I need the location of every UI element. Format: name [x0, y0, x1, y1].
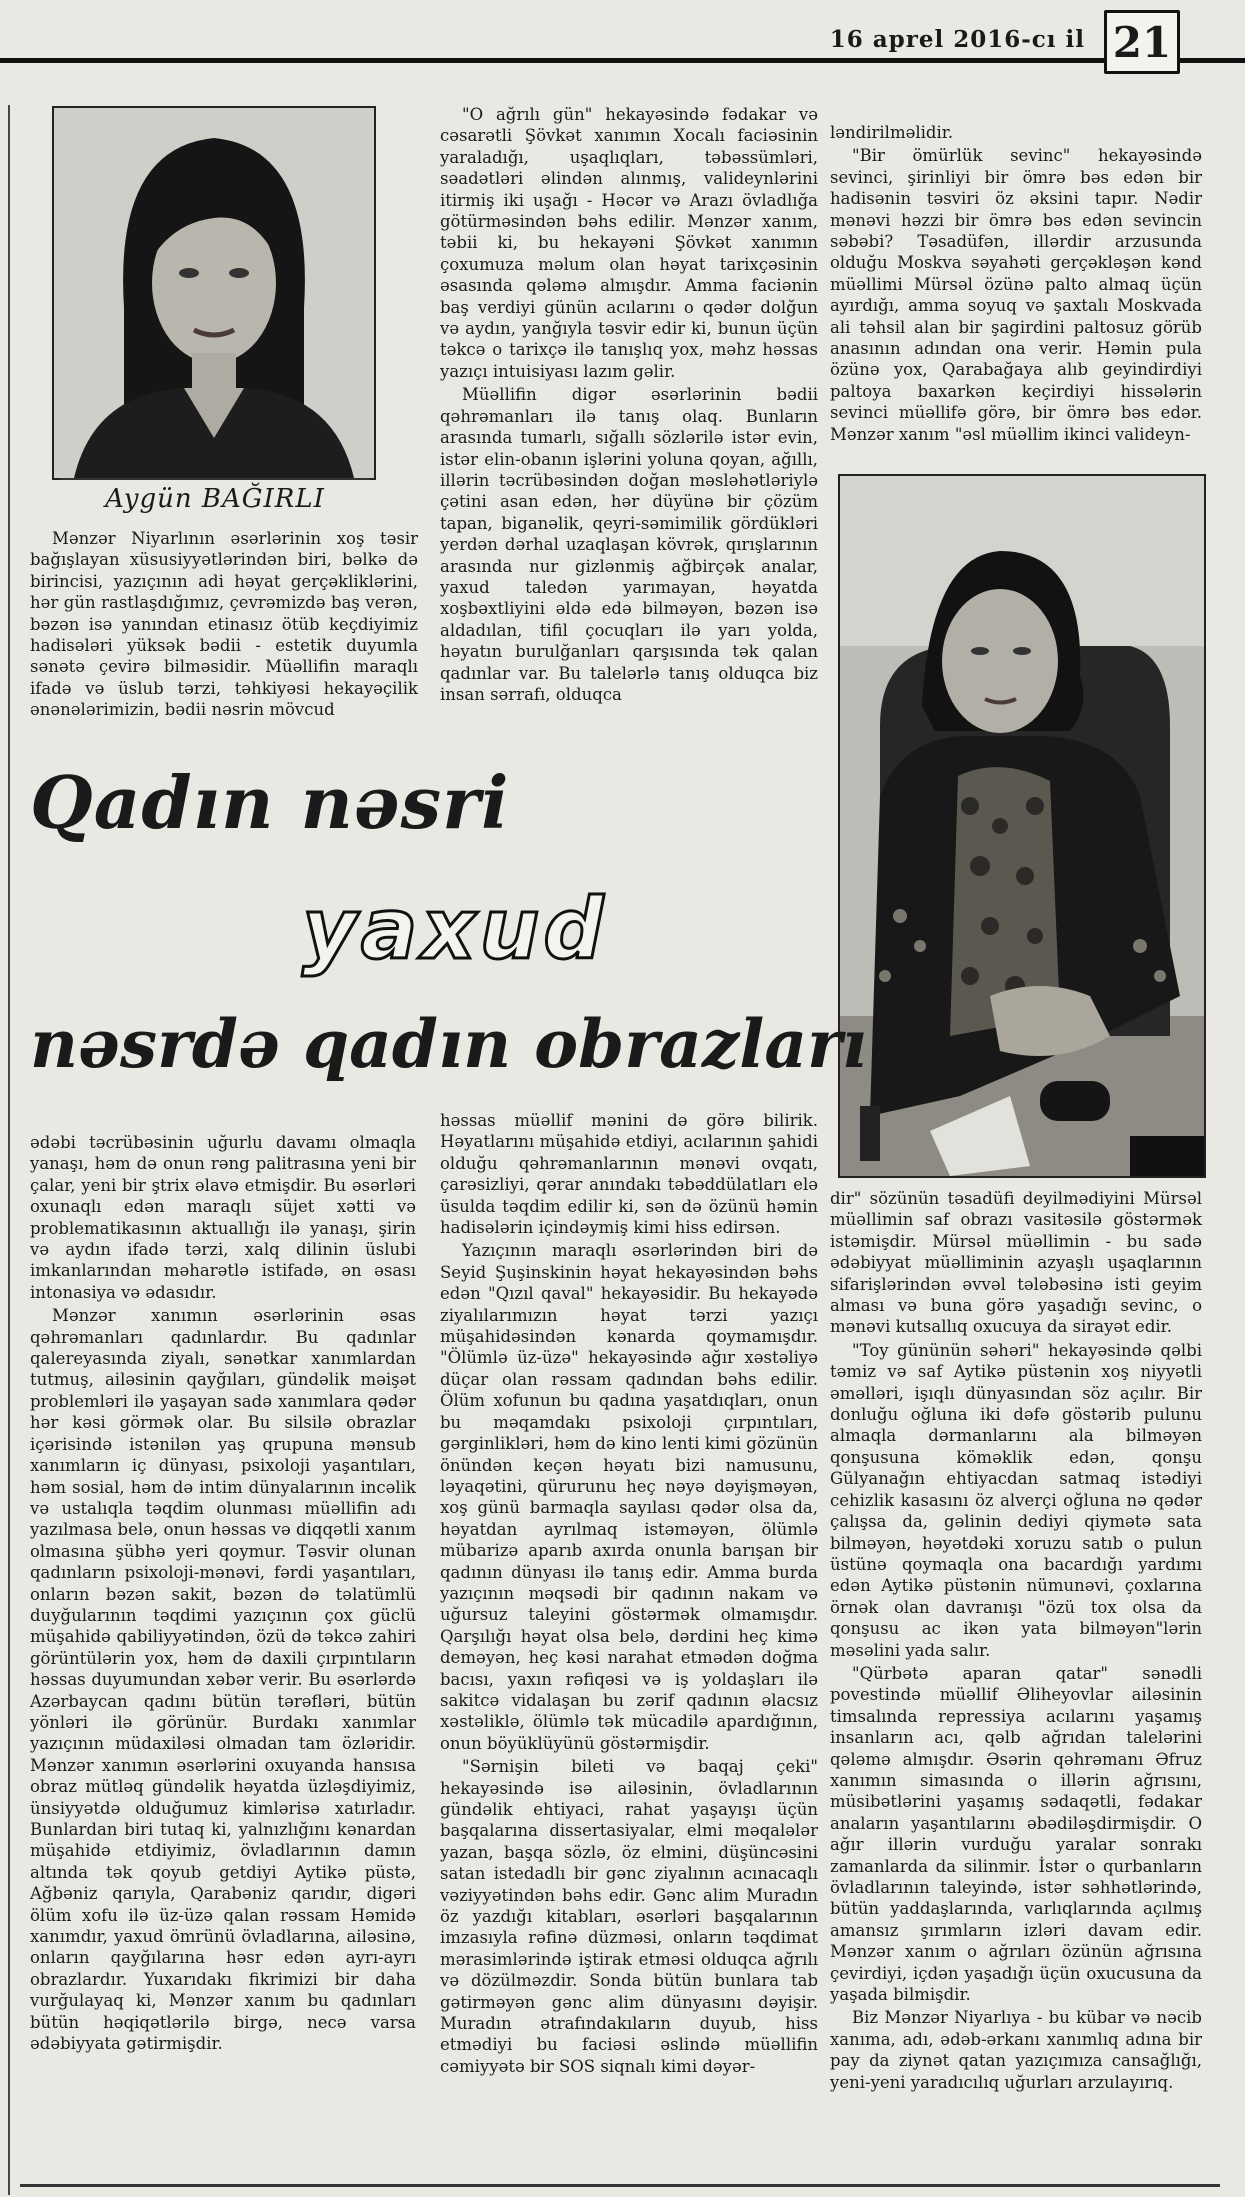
paragraph: "Toy gününün səhəri" hekayəsində qəlbi təmiz və saf Aytikə püstənin xoş niyyətli əməlləri, işıqlı dünyasından söz açılır. Bir donluğu oğluna iki dəfə göstərib pulunu almaqla dərmanlarını ala bilməyən qonşusuna köməklik edən, qonşu Gülyanağın ehtiyacdan satmaq istədiyi cehizlik kasasını öz alverçi oğluna nə qədər çalışsa da, gəlinin dediyi qiymətə sata bilməyən, həyətdəki xoruzu satıb o pulun üstünə qoymaqla ona bacardığı yardımı edən Aytikə püstənin nümunəvi, çoxlarına örnək olan davranışı "özü tox olsa da qonşusu ac ikən yata bilməyən"lərin məsəlini yada salır. — [830, 1340, 1202, 1660]
headline-line-2: yaxud — [302, 880, 608, 978]
paragraph: Biz Mənzər Niyarlıya - bu kübar və nəcib xanıma, adı, ədəb-ərkanı xanımlıq adına bir pay da ziynət qatan yazıçımıza cansağlığı, yeni-yeni yaradıcılıq uğurları arzulayırıq. — [830, 2008, 1202, 2092]
paragraph: Mənzər xanımın əsərlərinin əsas qəhrəmanları qadınlardır. Bu qadınlar qalereyasında ziyalı, sənətkar xanımlardan tutmuş, ailəsinin qayğıları, gündəlik məişət problemləri ilə yaşayan sadə xanımlara qədər hər kəsi görmək olar. Bu silsilə obrazlar içərisində istənilən yaş qrupuna mənsub xanımların iç dünyası, psixoloji yaşantıları, həm sosial, həm də intim dünyalarının incəlik və ustalıqla təqdim olunması müəllifin adı yazılmasa belə, onun həssas və diqqətli xanım olmasına şübhə yeri qoymur. Təsvir olunan qadınların psixoloji-mənəvi, fərdi yaşantıları, onların bəzən sakit, bəzən də təlatümlü duyğularının təqdimi yazıçının çox güclü müşahidə qabiliyyətindən, özü də təkcə zahiri görüntülərin yox, həm də daxili çırpıntıların həssas duyumundan xəbər verir. Bu əsərlərdə Azərbaycan qadını bütün tərəfləri, bütün yönləri ilə görünür. Burdakı xanımlar yazıçının müdaxiləsi olmadan tam özləridir. Mənzər xanımın əsərlərini oxuyanda hansısa obraz mütləq gündəlik həyatda üzləşdiyimiz, ünsiyyətdə olduğumuz kimlərisə xatırladır. Bunlardan biri tutaq ki, yalnızlığını kənardan müşahidə etdiyimiz, övladlarının damın altında tək qoyub getdiyi Aytikə püstə, Ağbəniz qarıyla, Qarabəniz qarıdır, digəri ölüm xofu ilə üz-üzə qalan rəssam Həmidə xanımdır, yaxud ömrünü övladlarına, ailəsinə, onların qayğılarına həsr edən ayrı-ayrı obrazlardır. Yuxarıdakı fikrimizi bir daha vurğulayaq ki, Mənzər xanım bu qadınları bütün həqiqətlərilə birgə, necə varsa ədəbiyyata gətirmişdir. — [30, 1306, 416, 2054]
paragraph: ləndirilməlidir. — [830, 123, 954, 142]
column-middle-top — [440, 104, 818, 707]
subject-photo — [838, 474, 1206, 1178]
paragraph: Mənzər Niyarlının əsərlərinin xoş təsir bağışlayan xüsusiyyətlərindən biri, bəlkə də birincisi, yazıçının adi həyat gerçəkliklərini, hər gün rastlaşdığımız, çevrəmizdə baş verən, bəzən isə yanından etinasız ötüb keçdiyimiz hadisələri yüksək bədii - estetik duyumla sənətə çevirə bilməsidir. Müəllifin maraqlı ifadə və üslub tərzi, təhkiyəsi hekayəçilik ənənələrimizin, bədii nəsrin mövcud — [30, 529, 418, 720]
author-byline: Aygün BAĞIRLI — [60, 478, 370, 514]
column-left-top — [30, 528, 418, 723]
left-column-rule — [8, 105, 10, 2195]
paragraph: həssas müəllif mənini də görə bilirik. Həyatlarını müşahidə etdiyi, acılarının şahidi olduğu qəhrəmanlarının mənəvi ovqatı, çarəsizliyi, qərar anındakı təbəddülatları elə üsulda təqdim edilir ki, sən də özünü həmin hadisələrin içindəymiş kimi hiss edirsən. — [440, 1111, 818, 1238]
paragraph: "O ağrılı gün" hekayəsində fədakar və cəsarətli Şövkət xanımın Xocalı faciəsinin yaraladığı, uşaqlıqları, təbəssümləri, səadətləri əlindən alınmış, valideynlərini itirmiş iki uşağı - Həcər və Arazı övladlığa götürməsindən bəhs edilir. Mənzər xanım, təbii ki, bu hekayəni Şövkət xanımın çoxumuza məlum olan həyat tarixçəsinin əsasında qələmə almışdır. Amma faciənin baş verdiyi günün acılarını o qədər dolğun və aydın, yanğıyla təsvir edir ki, bunun üçün təkcə o tarixçə ilə tanışlıq yox, məhz həssas yazıçı intuisiyası lazım gəlir. — [440, 105, 818, 381]
column-left-bottom — [30, 1132, 416, 2056]
bottom-rule — [20, 2184, 1220, 2187]
column-right-bottom — [830, 1188, 1202, 2095]
page-number: 21 — [1104, 10, 1180, 74]
headline-line-3: nəsrdə qadın obrazları — [30, 1005, 867, 1083]
paragraph: Yazıçının maraqlı əsərlərindən biri də Seyid Şuşinskinin həyat hekayəsindən bəhs edən "Qızıl qaval" hekayəsidir. Bu hekayədə ziyalılarımızın həyat tərzi yazıçı müşahidəsindən kənarda qoymamışdır. "Ölümlə üz-üzə" hekayəsində ağır xəstəliyə düçar olan rəssam qadından bəhs edilir. Ölüm xofunun bu qadına yaşatdıqları, onun bu məqamdakı psixoloji çırpıntıları, gərginlikləri, həm də kino lenti kimi gözünün önündən keçən həyatı bizi namusunu, ləyaqətini, qürurunu heç nəyə dəyişməyən, xoş günü barmaqla sayılası qədər olsa da, həyatdan ayrılmaq istəməyən, ölümlə mübarizə aparıb axırda onunla barışan bir qadının dünyası ilə tanış edir. Amma burda yazıçının məqsədi bir qadının nakam və uğursuz taleyini göstərmək olmamışdır. Qarşılığı həyat olsa belə, dərdini heç kimə deməyən, heç kəsi narahat etmədən doğma bacısı, yaxın rəfiqəsi və iş yoldaşları ilə sakitcə vidalaşan bu zərif qadının əlacsız xəstəliklə, ölümlə tək mücadilə apardığının, onun böyüklüyünü göstərmişdir. — [440, 1241, 818, 1753]
paragraph: Müəllifin digər əsərlərinin bədii qəhrəmanları ilə tanış olaq. Bunların arasında tumarlı, sığallı sözlərilə istər evin, istər elin-obanın işlərini yoluna qoyan, ağıllı, illərin təcrübəsindən doğan məsləhətləriylə çətini asan edən, hər düyünə bir çözüm tapan, biganəlik, qeyri-səmimilik gördükləri yerdən dərhal uzaqlaşan kövrək, qırışlarının arasında nur gizlənmiş ağbirçək analar, yaxud taledən yarımayan, həyatda xoşbəxtliyini əldə edə bilməyən, bəzən isə aldadılan, tifil çocuqları ilə yarı yolda, həyatın burulğanları qarşısında tək qalan qadınlar var. Bu talelərlə tanış olduqca biz insan sərrafı, olduqca — [440, 385, 818, 704]
issue-date: 16 aprel 2016-cı il — [829, 26, 1085, 53]
headline-line-1: Qadın nəsri — [30, 760, 510, 845]
author-photo — [52, 106, 376, 480]
header-rule — [0, 58, 1245, 63]
paragraph: "Bir ömürlük sevinc" hekayəsində sevinci, şirinliyi bir ömrə bəs edən bir hadisənin təsviri öz əksini tapır. Nədir mənəvi həzzi bir ömrə bəs edən sevincin səbəbi? Təsadüfən, illərdir arzusunda olduğu Moskva səyahəti gerçəkləşən kənd müəllimi Mürsəl özünə palto almaq üçün ayırdığı, amma soyuq və şaxtalı Moskvada ali təhsil alan bir şagirdini paltosuz görüb anasının adından ona verir. Həmin pula özünə yox, Qarabağaya alıb geyindirdiyi paltoya baxarkən keçirdiyi hissələrin sevinci müəllifə görə, bir ömrə bəs edər. Mənzər xanım "əsl müəllim ikinci valideyn- — [830, 146, 1202, 444]
column-middle-bottom — [440, 1110, 818, 2079]
column-right-top — [830, 122, 1202, 447]
paragraph: ədəbi təcrübəsinin uğurlu davamı olmaqla yanaşı, həm də onun rəng palitrasına yeni bir çalar, yeni bir ştrix əlavə etmişdir. Bu əsərləri oxunaqlı edən maraqlı süjet xətti və problematikasının aktuallığı ilə yanaşı, şirin və aydın ifadə tərzi, xalq dilinin üslubi imkanlarından məharətlə istifadə, ən əsası intonasiya və ədasıdır. — [30, 1133, 416, 1302]
paragraph: "Sərnişin bileti və baqaj çeki" hekayəsində isə ailəsinin, övladlarının gündəlik ehtiyaci, rahat yaşayışı üçün başqalarına dissertasiyalar, elmi məqalələr yazan, başqa sözlə, öz elmini, düşüncəsini satan istedadlı bir gənc ziyalının acınacaqlı vəziyyətindən bəhs edir. Gənc alim Muradın öz yazdığı kitabları, əsərləri başqalarının imzasıyla rəfinə düzməsi, onların təqdimat mərasimlərində iştirak etməsi olduqca ağrılı və dözülməzdir. Sonda bütün bunlara tab gətirməyən gənc alim dünyasını dəyişir. Muradın ətrafındakıların duyub, hiss etmədiyi bu faciəsi əslində müəllifin cəmiyyətə bir SOS siqnalı kimi dəyər- — [440, 1757, 818, 2076]
paragraph: "Qürbətə aparan qatar" sənədli povestində müəllif Əliheyovlar ailəsinin timsalında repressiya acılarını yaşamış insanların acı, qəlb ağrıdan talelərini qələmə almışdır. Əsərin qəhrəmanı Əfruz xanımın simasında o illərin ağrısını, müsibətlərini yaşamış sədaqətli, fədakar anaların yaşantılarını əbədiləşdirmişdir. O ağır illərin vurduğu yaralar sonrakı zamanlarda da silinmir. İstər o qurbanların övladlarının taleyində, istər səhhətlərində, bütün yaddaşlarında, varlıqlarında açılmış amansız şırımların izləri davam edir. Mənzər xanım o ağrıları özünün ağrısına çevirdiyi, içdən yaşadığı üçün oxucusuna da yaşada bilmişdir. — [830, 1663, 1202, 2005]
paragraph: dir" sözünün təsadüfi deyilmədiyini Mürsəl müəllimin saf obrazı vasitəsilə göstərmək istəmişdir. Mürsəl müəllimin - bu sadə ədəbiyyat müəlliminin azyaşlı uşaqlarının sifarişlərindən əvvəl tələbəsinə isti geyim alması və buna görə yaşadığı sevinc, o mənəvi kutsallıq oxucuya da sirayət edir. — [830, 1189, 1202, 1337]
